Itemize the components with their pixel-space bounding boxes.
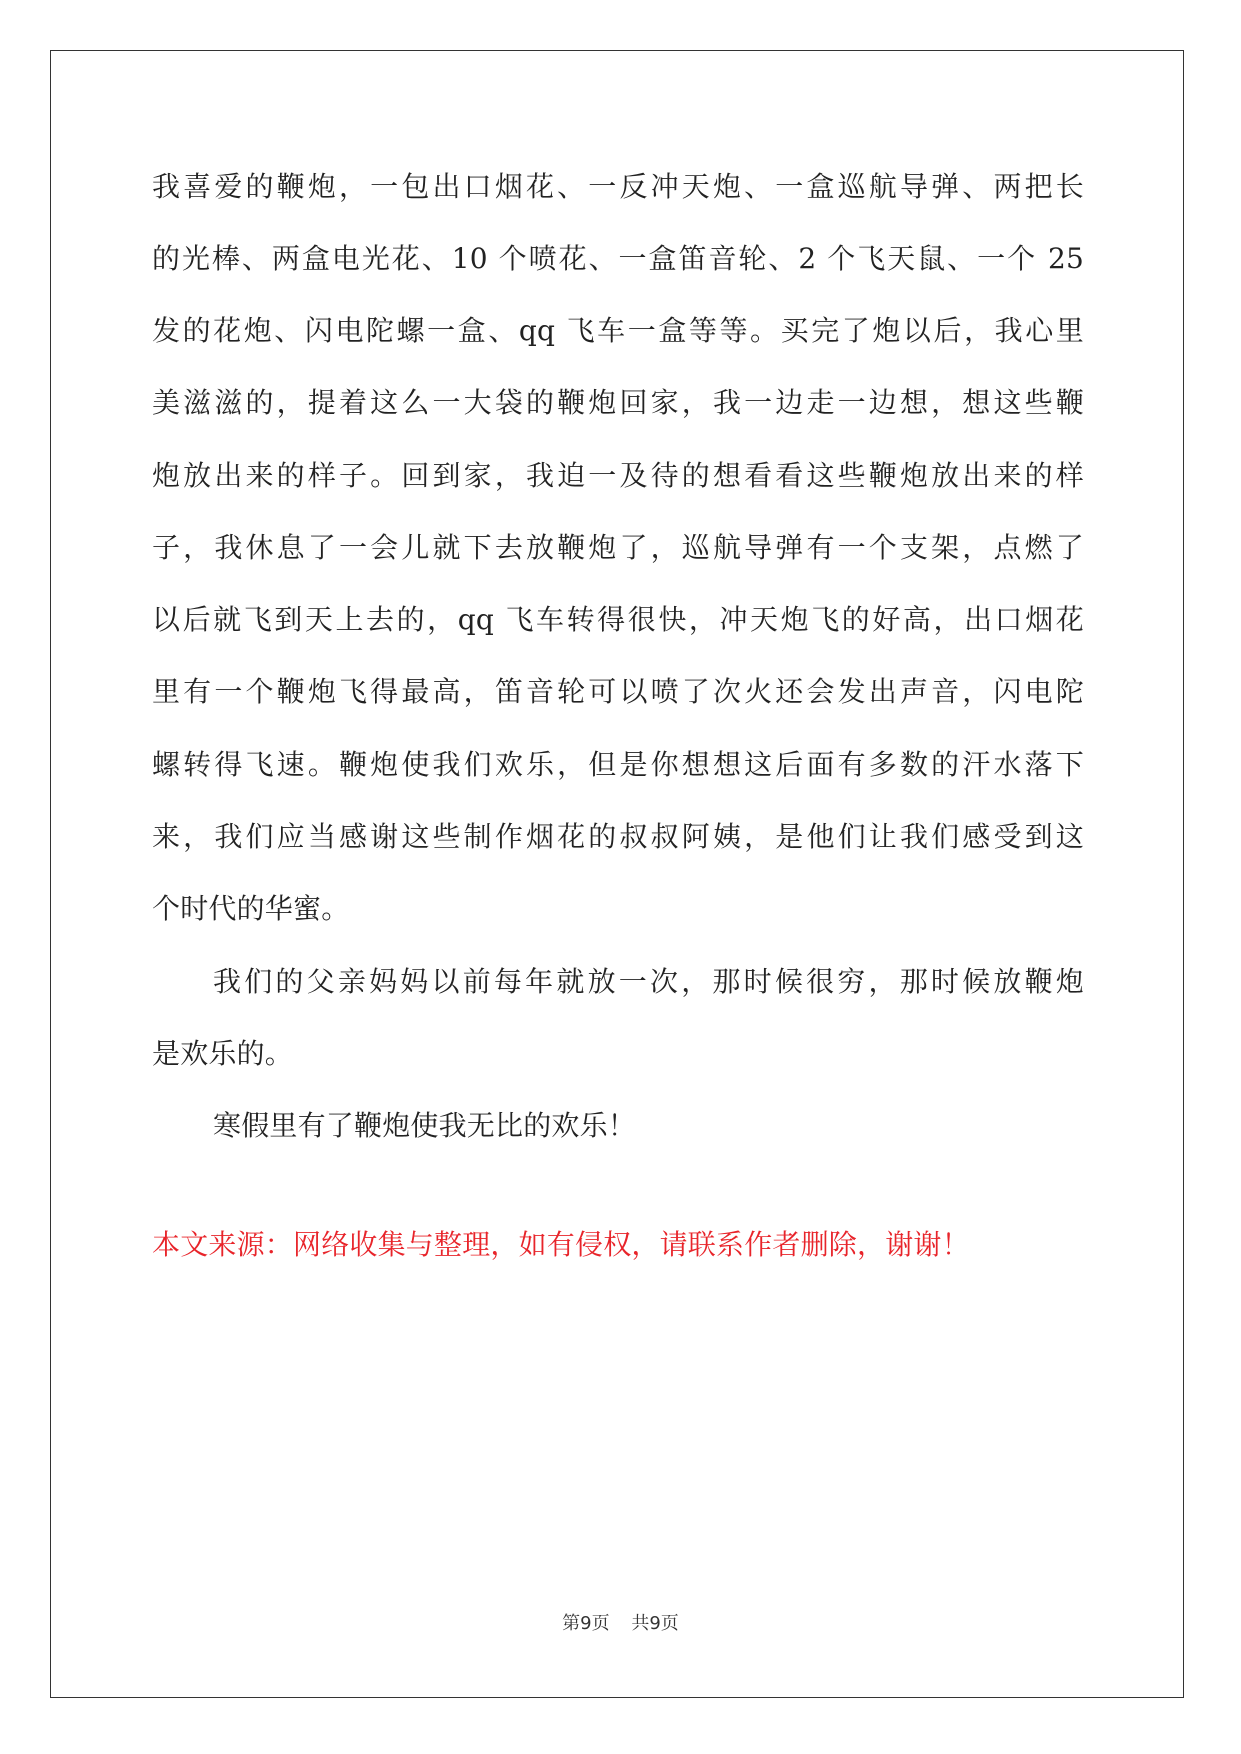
page-total: 共9页 — [631, 1613, 679, 1634]
paragraph-line: 我喜爱的鞭炮，一包出口烟花、一反冲天炮、一盒巡航导弹、两把长 — [152, 170, 1084, 203]
page-footer — [0, 1612, 1241, 1636]
paragraph-line: 炮放出来的样子。回到家，我迫一及待的想看看这些鞭炮放出来的样 — [152, 459, 1084, 492]
paragraph-line: 美滋滋的，提着这么一大袋的鞭炮回家，我一边走一边想，想这些鞭 — [152, 386, 1084, 419]
page-border — [50, 50, 1184, 1698]
paragraph-line: 里有一个鞭炮飞得最高，笛音轮可以喷了次火还会发出声音，闪电陀 — [152, 675, 1084, 708]
paragraph-line: 的光棒、两盒电光花、10 个喷花、一盒笛音轮、2 个飞天鼠、一个 25 — [152, 242, 1084, 275]
page-number: 第9页 — [562, 1613, 610, 1634]
paragraph-line: 子，我休息了一会儿就下去放鞭炮了，巡航导弹有一个支架，点燃了 — [152, 531, 1084, 564]
paragraph-line: 螺转得飞速。鞭炮使我们欢乐，但是你想想这后面有多数的汗水落下 — [152, 748, 1084, 781]
paragraph-line: 发的花炮、闪电陀螺一盒、qq 飞车一盒等等。买完了炮以后，我心里 — [152, 314, 1084, 347]
paragraph-line: 我们的父亲妈妈以前每年就放一次，那时候很穷，那时候放鞭炮 — [213, 965, 1084, 998]
paragraph-line: 个时代的华蜜。 — [152, 892, 350, 925]
source-note: 本文来源：网络收集与整理，如有侵权，请联系作者删除，谢谢！ — [152, 1228, 970, 1261]
paragraph-line: 以后就飞到天上去的，qq 飞车转得很快，冲天炮飞的好高，出口烟花 — [152, 603, 1084, 636]
paragraph-line: 来，我们应当感谢这些制作烟花的叔叔阿姨，是他们让我们感受到这 — [152, 820, 1084, 853]
paragraph-line: 寒假里有了鞭炮使我无比的欢乐！ — [213, 1109, 637, 1142]
paragraph-line: 是欢乐的。 — [152, 1037, 294, 1070]
